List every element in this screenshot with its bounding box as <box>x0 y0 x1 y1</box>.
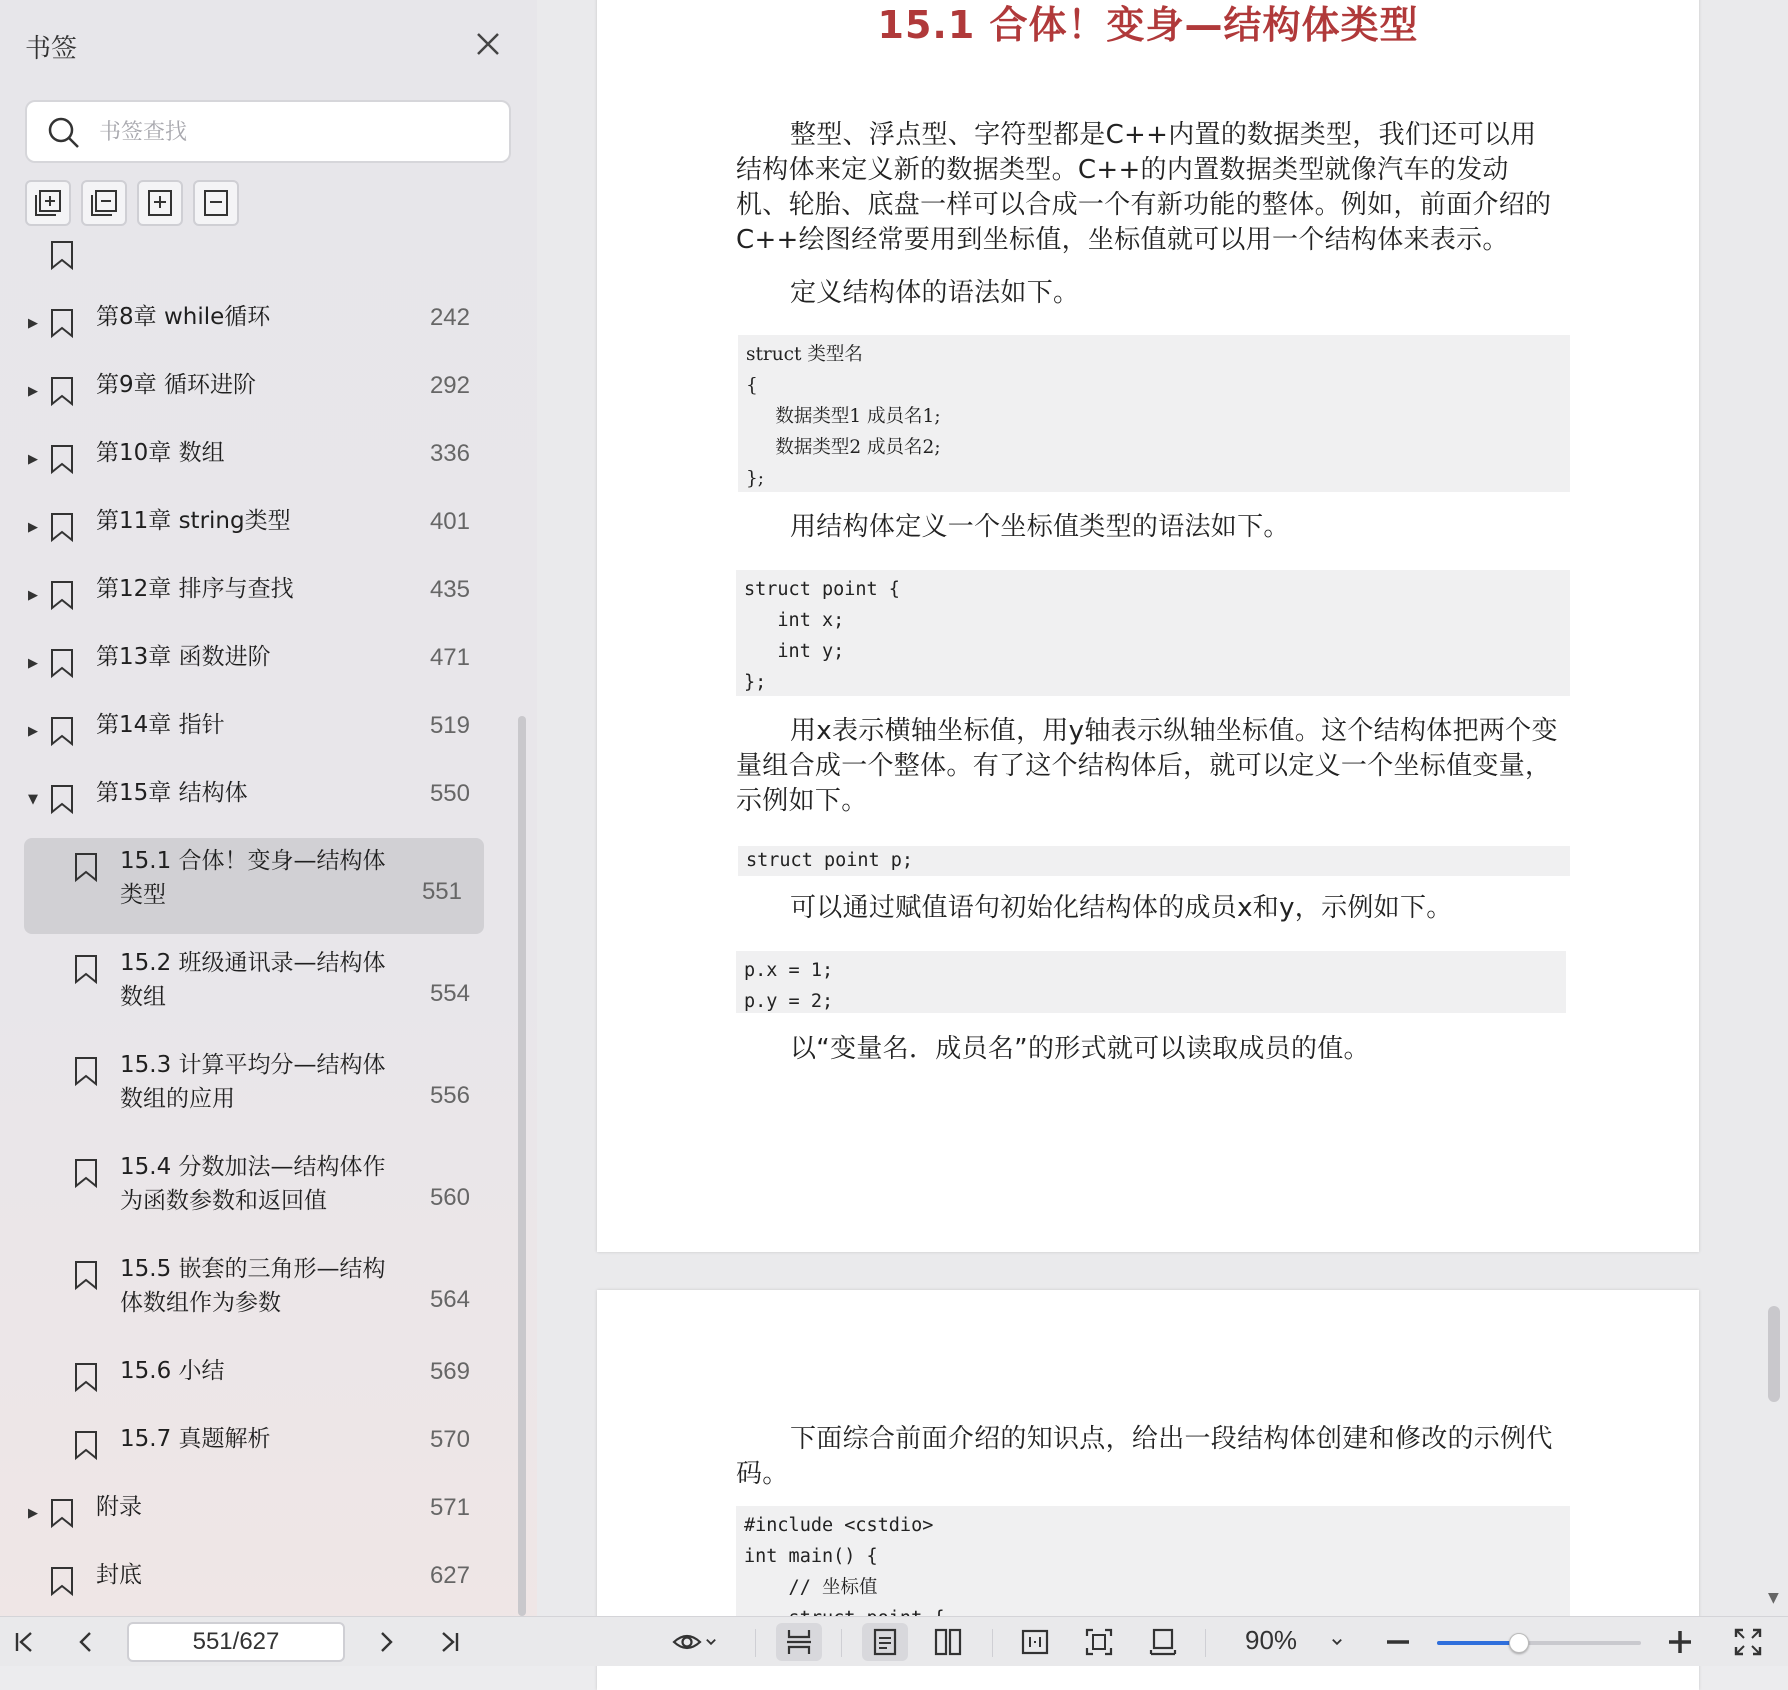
paragraph: 定义结构体的语法如下。 <box>790 278 1080 308</box>
bookmark-item[interactable] <box>0 946 516 1042</box>
bookmark-search-input[interactable] <box>99 112 499 152</box>
document-scrollbar[interactable] <box>1768 1306 1780 1402</box>
close-icon[interactable] <box>470 26 506 62</box>
paragraph: 下面综合前面介绍的知识点，给出一段结构体创建和修改的示例代码。 <box>736 1424 1553 1489</box>
disclosure-collapsed-icon[interactable]: ▶ <box>28 724 38 739</box>
remove-bookmark-button[interactable] <box>193 180 239 226</box>
bookmark-icon <box>74 852 98 882</box>
add-bookmark-button[interactable] <box>137 180 183 226</box>
continuous-scroll-button[interactable] <box>776 1623 822 1661</box>
zoom-out-button[interactable] <box>1378 1623 1418 1661</box>
bookmark-item[interactable] <box>0 504 516 560</box>
bookmark-label: 第12章 排序与查找 <box>96 576 294 602</box>
disclosure-collapsed-icon[interactable]: ▶ <box>28 520 38 535</box>
expand-all-icon <box>34 189 62 217</box>
zoom-slider-fill <box>1437 1641 1519 1645</box>
actual-size-icon <box>1148 1627 1178 1657</box>
chevron-down-icon <box>702 1633 720 1651</box>
two-page-icon <box>933 1627 963 1657</box>
bookmark-page-number: 519 <box>429 712 470 739</box>
bookmark-page-number: 564 <box>429 1286 470 1313</box>
view-mode-button[interactable] <box>664 1623 728 1661</box>
bookmark-page-number: 336 <box>429 440 470 467</box>
collapse-all-icon <box>90 189 118 217</box>
bookmark-page-number: 471 <box>429 644 470 671</box>
last-page-icon <box>435 1627 465 1657</box>
first-page-icon <box>9 1627 39 1657</box>
first-page-button[interactable] <box>6 1623 42 1661</box>
paragraph: 用结构体定义一个坐标值类型的语法如下。 <box>790 512 1290 542</box>
bookmark-label: 第9章 循环进阶 <box>96 372 256 398</box>
search-icon <box>47 116 81 150</box>
section-title: 15.1 合体！变身—结构体类型 <box>877 3 1419 47</box>
bookmark-page-number: 554 <box>429 980 470 1007</box>
sidebar-scrollbar[interactable] <box>518 716 526 1616</box>
bookmark-item[interactable] <box>0 1490 516 1546</box>
code-block: #include <cstdio> int main() { // 坐标值 <box>736 1506 1570 1626</box>
continuous-scroll-icon <box>784 1627 814 1657</box>
bookmark-page-number: 401 <box>429 508 470 535</box>
bookmark-page-number: 292 <box>429 372 470 399</box>
bookmark-item[interactable] <box>0 776 516 832</box>
fit-width-icon <box>1020 1627 1050 1657</box>
code-block: struct point p; <box>738 846 1570 876</box>
disclosure-collapsed-icon[interactable]: ▶ <box>28 1506 38 1521</box>
bookmark-label: 15.2 班级通讯录—结构体数组 <box>120 950 386 1010</box>
bookmark-item[interactable] <box>0 1252 516 1348</box>
chevron-down-icon <box>1328 1633 1346 1651</box>
disclosure-expanded-icon[interactable]: ▼ <box>28 792 38 807</box>
eye-icon <box>672 1627 702 1657</box>
bookmark-page-number: 435 <box>429 576 470 603</box>
bookmark-item[interactable] <box>0 1048 516 1144</box>
bookmark-label: 第13章 函数进阶 <box>96 644 271 670</box>
fit-width-button[interactable] <box>1012 1623 1058 1661</box>
bookmark-icon <box>74 1362 98 1392</box>
bookmark-label: 15.3 计算平均分—结构体数组的应用 <box>120 1052 386 1112</box>
bookmark-icon <box>50 716 74 746</box>
bookmark-list <box>0 240 516 1612</box>
bookmark-icon <box>50 444 74 474</box>
disclosure-collapsed-icon[interactable]: ▶ <box>28 656 38 671</box>
bookmark-page-number: 556 <box>429 1082 470 1109</box>
bookmark-icon <box>50 512 74 542</box>
bookmark-icon <box>50 1566 74 1596</box>
paragraph: 以“变量名．成员名”的形式就可以读取成员的值。 <box>790 1034 1370 1064</box>
last-page-button[interactable] <box>432 1623 468 1661</box>
bookmark-item[interactable] <box>0 572 516 628</box>
bookmark-icon <box>50 308 74 338</box>
code-block: p.x = 1; p.y = 2; <box>736 951 1566 1013</box>
bookmark-page-number: 560 <box>429 1184 470 1211</box>
bookmark-page-number: 569 <box>429 1358 470 1385</box>
previous-page-button[interactable] <box>68 1623 104 1661</box>
bookmark-item[interactable] <box>0 436 516 492</box>
fullscreen-button[interactable] <box>1728 1623 1768 1661</box>
bookmark-item[interactable] <box>0 368 516 424</box>
bookmark-sidebar <box>0 0 537 1616</box>
fit-page-button[interactable] <box>1076 1623 1122 1661</box>
bookmark-page-number: 627 <box>429 1562 470 1589</box>
bookmark-label: 15.7 真题解析 <box>120 1426 271 1452</box>
bookmark-page-number: 242 <box>429 304 470 331</box>
divider <box>755 1629 756 1657</box>
document-page <box>597 0 1699 1252</box>
bookmark-item[interactable] <box>0 1354 516 1410</box>
document-viewer <box>537 0 1788 1616</box>
zoom-slider[interactable] <box>1437 1641 1641 1645</box>
page-number-input[interactable]: 551/627 <box>127 1622 345 1662</box>
actual-size-button[interactable] <box>1140 1623 1186 1661</box>
zoom-level[interactable]: 90% <box>1245 1625 1298 1655</box>
bottom-toolbar <box>0 1616 1788 1666</box>
remove-bookmark-icon <box>202 189 230 217</box>
bookmark-icon <box>50 376 74 406</box>
code-block: struct point { int x; int y; }; <box>736 570 1570 696</box>
divider <box>992 1629 993 1657</box>
bookmark-label: 第11章 string类型 <box>96 508 291 534</box>
bookmark-item[interactable] <box>0 300 516 356</box>
bookmark-page-number: 550 <box>429 780 470 807</box>
add-bookmark-icon <box>146 189 174 217</box>
bookmark-item[interactable] <box>24 838 484 934</box>
bookmark-page-number: 571 <box>429 1494 470 1521</box>
fit-page-icon <box>1084 1627 1114 1657</box>
bookmark-item[interactable] <box>0 1422 516 1478</box>
bookmark-label: 15.4 分数加法—结构体作为函数参数和返回值 <box>120 1154 386 1214</box>
divider <box>841 1629 842 1657</box>
bookmark-item[interactable] <box>0 1150 516 1246</box>
bookmark-label: 第14章 指针 <box>96 712 225 738</box>
bookmark-label: 第8章 while循环 <box>96 304 271 330</box>
bookmark-icon <box>50 648 74 678</box>
paragraph: 可以通过赋值语句初始化结构体的成员x和y，示例如下。 <box>790 893 1453 923</box>
bookmark-icon <box>74 1260 98 1290</box>
scroll-down-icon[interactable]: ▼ <box>1768 1590 1779 1606</box>
minus-icon <box>1383 1627 1413 1657</box>
disclosure-collapsed-icon[interactable]: ▶ <box>28 588 38 603</box>
bookmark-icon <box>74 1430 98 1460</box>
bookmark-icon <box>50 784 74 814</box>
bookmark-label: 封底 <box>96 1562 142 1588</box>
two-page-button[interactable] <box>925 1623 971 1661</box>
bookmark-icon <box>74 1158 98 1188</box>
bookmark-search <box>25 100 511 163</box>
single-page-button[interactable] <box>862 1623 908 1661</box>
chevron-left-icon <box>71 1627 101 1657</box>
bookmark-label: 15.5 嵌套的三角形—结构体数组作为参数 <box>120 1256 386 1316</box>
collapse-all-button[interactable] <box>81 180 127 226</box>
bookmark-label: 第10章 数组 <box>96 440 225 466</box>
disclosure-collapsed-icon[interactable]: ▶ <box>28 452 38 467</box>
bookmark-icon <box>74 954 98 984</box>
single-page-icon <box>870 1627 900 1657</box>
paragraph: 用x表示横轴坐标值，用y轴表示纵轴坐标值。这个结构体把两个变量组合成一个整体。有了这个结构体后，就可以定义一个坐标值变量，示例如下。 <box>736 716 1558 816</box>
zoom-in-button[interactable] <box>1660 1623 1700 1661</box>
bookmark-label: 附录 <box>96 1494 142 1520</box>
disclosure-collapsed-icon[interactable]: ▶ <box>28 384 38 399</box>
paragraph: 整型、浮点型、字符型都是C++内置的数据类型，我们还可以用结构体来定义新的数据类型。C++的内置数据类型就像汽车的发动机、轮胎、底盘一样可以合成一个有新功能的整体。例如，前面介绍的C++绘图经常要用到坐标值，坐标值就可以用一个结构体来表示。 <box>736 120 1552 255</box>
chevron-right-icon <box>371 1627 401 1657</box>
fullscreen-icon <box>1733 1627 1763 1657</box>
bookmark-icon <box>50 1498 74 1528</box>
bookmark-item[interactable] <box>0 640 516 696</box>
bookmark-item[interactable] <box>0 1558 516 1614</box>
plus-icon <box>1665 1627 1695 1657</box>
bookmark-page-number: 570 <box>429 1426 470 1453</box>
sidebar-title: 书签 <box>25 34 78 64</box>
zoom-slider-thumb[interactable] <box>1509 1633 1529 1653</box>
bookmark-label: 15.6 小结 <box>120 1358 225 1384</box>
code-block: struct 类型名 { 数据类型1 成员名1; 数据类型2 成员名2; }; <box>738 335 1570 492</box>
bookmark-icon <box>74 1056 98 1086</box>
bookmark-page-number: 551 <box>421 878 462 905</box>
divider <box>1205 1629 1206 1657</box>
next-page-button[interactable] <box>368 1623 404 1661</box>
zoom-dropdown-button[interactable] <box>1322 1623 1352 1661</box>
bookmark-label: 第15章 结构体 <box>96 780 248 806</box>
expand-all-button[interactable] <box>25 180 71 226</box>
bookmark-icon <box>50 580 74 610</box>
disclosure-collapsed-icon[interactable]: ▶ <box>28 316 38 331</box>
bookmark-label: 15.1 合体！变身—结构体类型 <box>120 848 386 908</box>
bookmark-item[interactable] <box>0 708 516 764</box>
